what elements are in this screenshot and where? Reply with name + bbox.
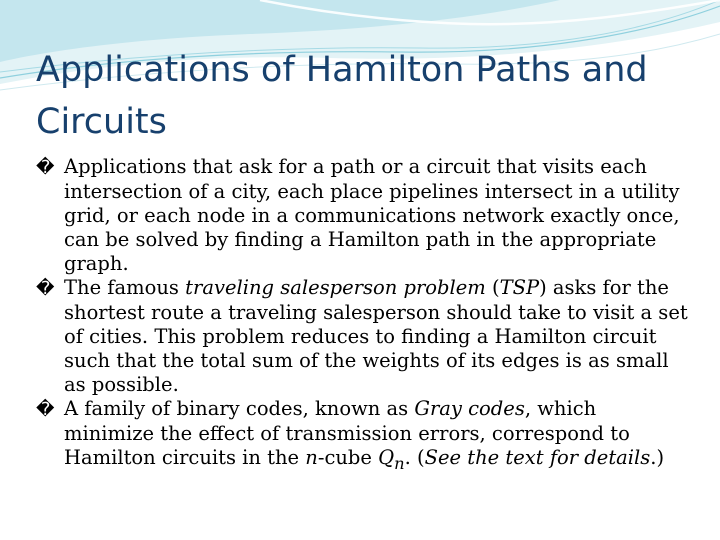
bullet-list (36, 155, 691, 476)
subscript-n-text: n (394, 453, 405, 473)
bullet-marker: � (36, 399, 55, 420)
term-traveling-salesperson-problem: traveling salesperson problem (185, 276, 486, 299)
bullet-marker: � (36, 157, 55, 178)
term-gray-codes: Gray codes (414, 397, 525, 420)
bullet-item-gray-codes (36, 397, 691, 476)
bullet-text: -cube (317, 446, 379, 469)
bullet-text: . ( (404, 446, 425, 469)
bullet-item-applications (36, 155, 691, 276)
bullet-text: A family of binary codes, known as (64, 397, 415, 420)
term-tsp: TSP (499, 276, 540, 299)
slide-title: Applications of Hamilton Paths and Circuits (36, 50, 648, 142)
term-q: Q (378, 446, 395, 469)
bullet-marker: � (36, 278, 55, 299)
bullet-text: Applications that ask for a path or a circuit that visits each intersection of a city, each place pipelines intersect in a utility grid, or each node in a communications network exactly once, can be solved by finding a Hamilton path in the appropriate graph. (64, 155, 680, 275)
bullet-text: ) asks for the shortest route a traveling salesperson should take to visit a set of cities. This problem reduces to finding a Hamilton circuit such that the total sum of the weights of its edges is as small as possible. (64, 276, 688, 396)
term-n: n (305, 446, 318, 469)
bullet-item-tsp (36, 276, 691, 397)
bullet-text: ( (485, 276, 500, 299)
bullet-text: The famous (64, 276, 186, 299)
see-text-note: See the text for details (424, 446, 651, 469)
bullet-text: , which minimize the effect of transmission errors, correspond to Hamilton circuits in the (64, 397, 630, 469)
subscript-n (394, 454, 404, 473)
bullet-text: .) (650, 446, 665, 469)
